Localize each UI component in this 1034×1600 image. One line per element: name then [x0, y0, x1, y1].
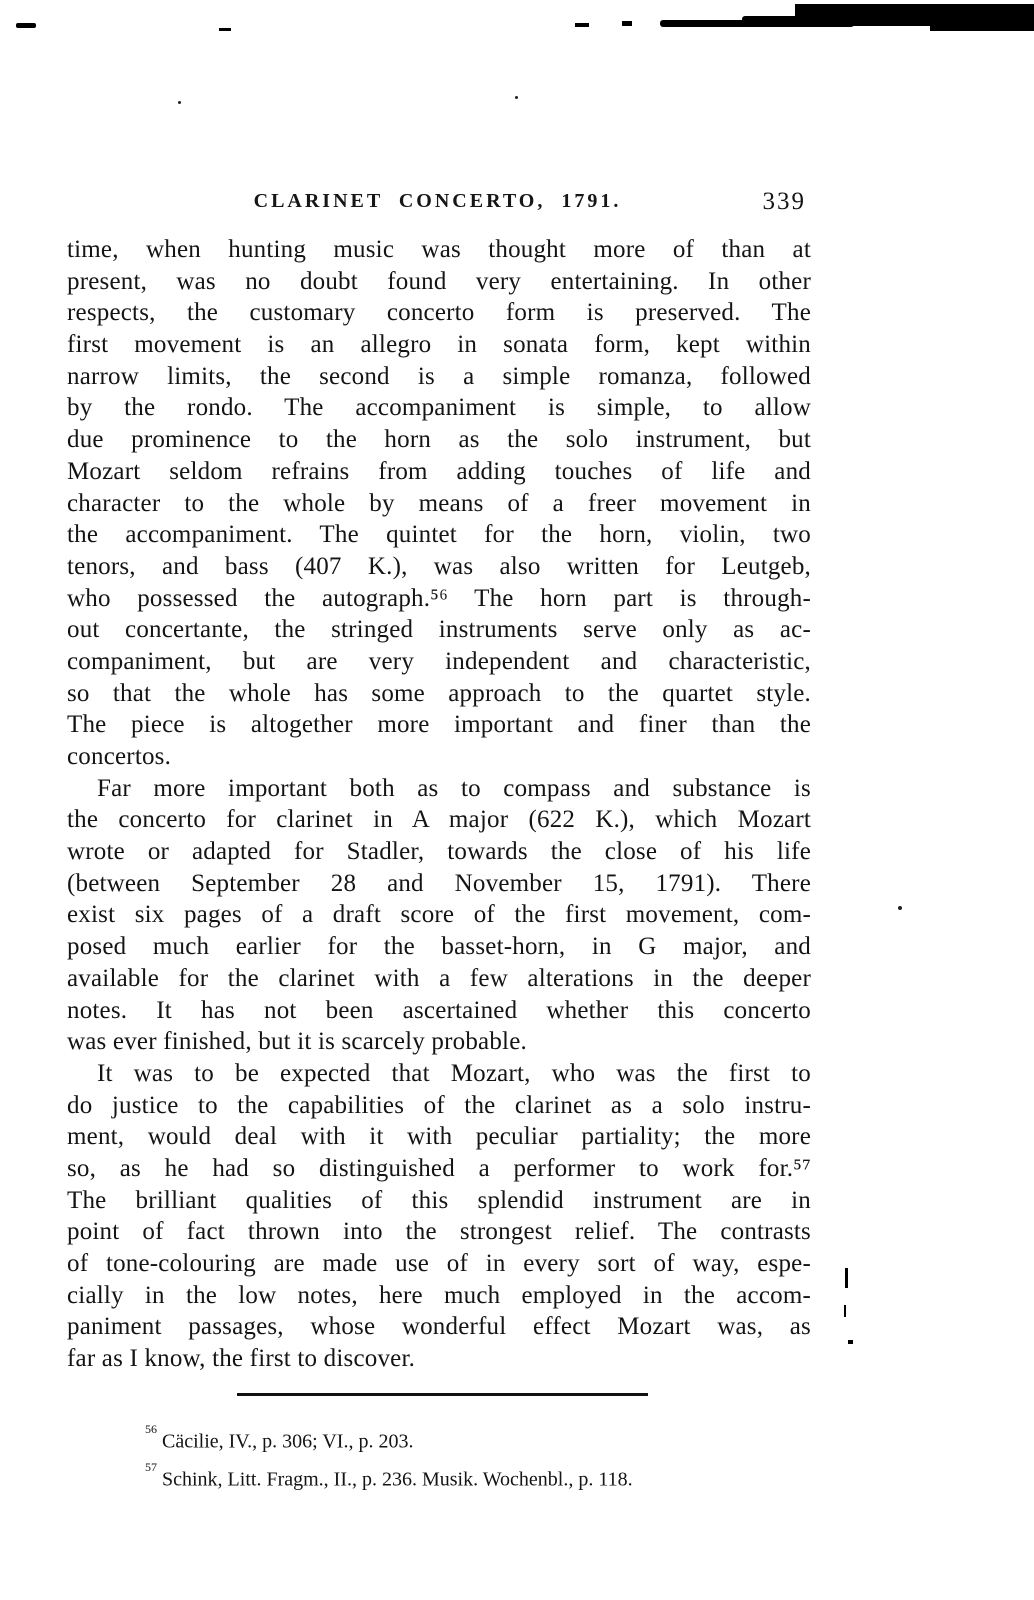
text-line: respects, the customary concerto form is preserved. The: [67, 299, 811, 327]
text-line: concertos.: [67, 743, 172, 770]
text-line: the accompaniment. The quintet for the horn, violin, two: [67, 521, 811, 549]
paragraph: [67, 773, 811, 1058]
footnote-text: Schink, Litt. Fragm., II., p. 236. Musik. Wochenbl., p. 118.: [162, 1468, 633, 1491]
scan-artifact: [219, 28, 231, 31]
scan-speck: [178, 101, 181, 104]
text-line: out concertante, the stringed instruments serve only as ac-: [67, 616, 811, 644]
text-line: wrote or adapted for Stadler, towards the close of his life: [67, 838, 811, 866]
text-line: paniment passages, whose wonderful effect Mozart was, as: [67, 1313, 811, 1341]
scan-artifact: [622, 21, 632, 26]
text-line: was ever finished, but it is scarcely probable.: [67, 1028, 527, 1056]
text-line: The brilliant qualities of this splendid instrument are in: [67, 1186, 811, 1214]
paragraph: [67, 1058, 811, 1375]
running-header: [67, 190, 808, 220]
chapter-title: CLARINET CONCERTO, 1791.: [253, 190, 622, 212]
text-line: time, when hunting music was thought more of than at: [67, 236, 811, 263]
text-line: present, was no doubt found very entertaining. In other: [67, 267, 811, 295]
text-line: first movement is an allegro in sonata form, kept within: [67, 331, 811, 359]
text-line: (between September 28 and November 15, 1791). There: [67, 869, 811, 897]
text-line: so that the whole has some approach to the quartet style.: [67, 679, 811, 707]
text-line: posed much earlier for the basset-horn, in G major, and: [67, 933, 811, 961]
footnote-marker: 57: [145, 1459, 157, 1474]
scan-artifact: [930, 26, 1034, 31]
text-line: due prominence to the horn as the solo instrument, but: [67, 426, 811, 454]
text-line: notes. It has not been ascertained whether this concerto: [67, 996, 811, 1024]
text-line: do justice to the capabilities of the clarinet as a solo instru-: [67, 1091, 811, 1119]
text-line: point of fact thrown into the strongest relief. The contrasts: [67, 1218, 811, 1246]
footnotes: [145, 1420, 845, 1495]
body-text: [67, 234, 811, 1375]
text-line: Mozart seldom refrains from adding touches of life and: [67, 457, 811, 485]
text-line: exist six pages of a draft score of the first movement, com-: [67, 901, 811, 929]
scan-artifact: [844, 1305, 846, 1317]
text-line: Far more important both as to compass and substance is: [97, 774, 811, 802]
page-number: 339: [762, 188, 806, 215]
text-line: It was to be expected that Mozart, who was the first to: [97, 1059, 811, 1087]
text-line: ment, would deal with it with peculiar partiality; the more: [67, 1123, 811, 1151]
text-line: far as I know, the first to discover.: [67, 1345, 416, 1373]
text-line: tenors, and bass (407 K.), was also written for Leutgeb,: [67, 552, 811, 580]
footnote-rule: [237, 1393, 648, 1396]
text-line: The piece is altogether more important and finer than the: [67, 711, 811, 739]
text-line: by the rondo. The accompaniment is simple, to allow: [67, 394, 811, 422]
text-line: narrow limits, the second is a simple romanza, followed: [67, 362, 811, 390]
text-line: available for the clarinet with a few alterations in the deeper: [67, 964, 811, 992]
scan-artifact: [660, 20, 752, 27]
scan-artifact: [848, 1340, 853, 1344]
text-line: companiment, but are very independent and characteristic,: [67, 647, 811, 675]
scan-artifact: [575, 23, 589, 27]
footnote: [145, 1420, 845, 1458]
scan-speck: [515, 96, 518, 99]
text-line: who possessed the autograph.⁵⁶ The horn part is through-: [67, 584, 811, 612]
footnote: [145, 1458, 845, 1496]
footnote-text: Cäcilie, IV., p. 306; VI., p. 203.: [162, 1430, 414, 1453]
text-line: of tone-colouring are made use of in every sort of way, espe-: [67, 1250, 811, 1277]
text-line: so, as he had so distinguished a performer to work for.⁵⁷: [67, 1154, 811, 1182]
text-line: cially in the low notes, here much employed in the accom-: [67, 1281, 811, 1309]
scan-artifact: [16, 23, 36, 28]
scan-speck: [898, 906, 902, 910]
scan-artifact: [795, 4, 1034, 26]
scan-artifact: [845, 1268, 848, 1288]
footnote-marker: 56: [145, 1422, 157, 1436]
text-line: character to the whole by means of a freer movement in: [67, 489, 811, 517]
text-line: the concerto for clarinet in A major (622 K.), which Mozart: [67, 806, 811, 834]
paragraph: [67, 234, 811, 773]
